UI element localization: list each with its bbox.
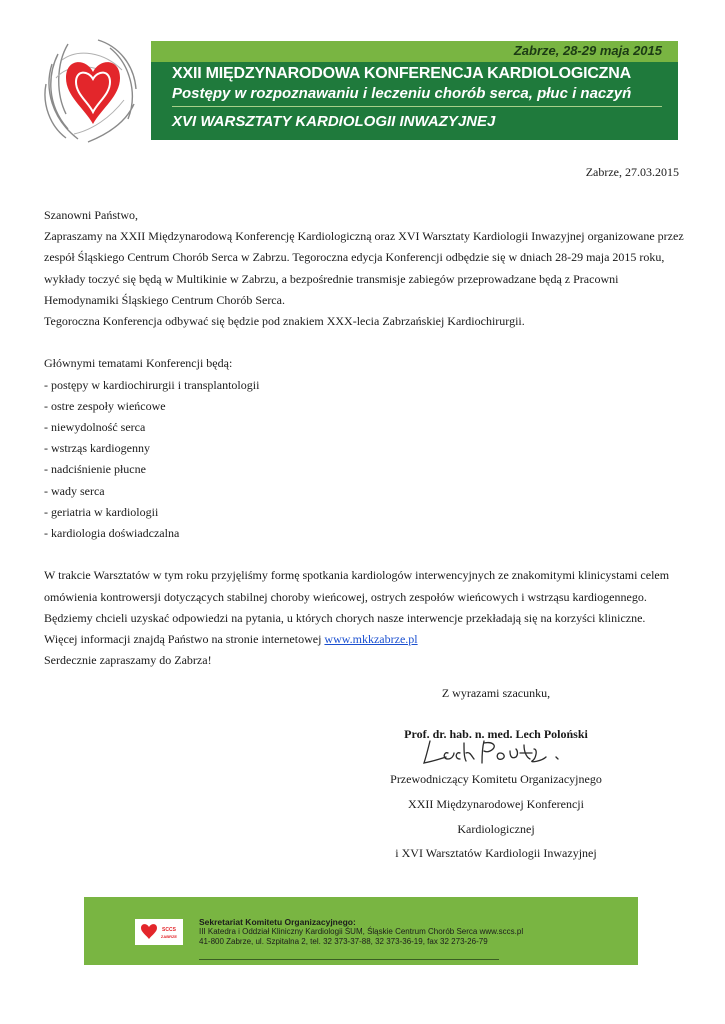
svg-text:ZABRZE: ZABRZE	[160, 934, 178, 939]
website-link[interactable]: www.mkkzabrze.pl	[324, 632, 418, 647]
paragraph-workshops: W trakcie Warsztatów w tym roku przyjęliśmy formę spotkania kardiologów interwencyjnych ze znakomitymi klinicystami celem omówienia kontrowersji dotyczących stabilnej choroby wieńcowej, ostrych zespołów wieńcowych i wstrząsu kardiogennego. Będziemy chcieli uzyskać odpowiedzi na pytania, u których chorych nasze interwencje przekładają się na korzyści kliniczne.	[44, 568, 670, 625]
banner-date: Zabrze, 28-29 maja 2015	[513, 43, 662, 58]
footer-text	[199, 917, 523, 947]
banner-divider	[172, 106, 662, 107]
role-line: XXII Międzynarodowej Konferencji	[408, 797, 584, 811]
footer-banner	[84, 897, 638, 965]
role-line: i XVI Warsztatów Kardiologii Inwazyjnej	[395, 846, 597, 860]
handwritten-signature	[420, 735, 580, 769]
topic-item: - postępy w kardiochirurgii i transplantologii	[44, 377, 260, 392]
banner-main	[151, 62, 678, 140]
conference-title: XXII MIĘDZYNARODOWA KONFERENCJA KARDIOLOGICZNA	[172, 65, 631, 82]
footer-address-line: 41-800 Zabrze, ul. Szpitalna 2, tel. 32 373-37-88, 32 373-36-19, fax 32 273-26-79	[199, 937, 488, 946]
workshop-title: XVI WARSZTATY KARDIOLOGII INWAZYJNEJ	[172, 113, 496, 130]
invitation: Serdecznie zapraszamy do Zabrza!	[44, 653, 212, 668]
letter-date: Zabrze, 27.03.2015	[585, 165, 679, 179]
topic-item: - kardiologia doświadczalna	[44, 526, 180, 541]
header-banner	[151, 41, 678, 140]
topic-item: - nadciśnienie płucne	[44, 462, 146, 477]
topic-item: - wady serca	[44, 483, 105, 498]
conference-heart-logo	[38, 34, 148, 146]
sccs-logo	[135, 919, 183, 945]
salutation: Szanowni Państwo,	[44, 208, 138, 222]
info-line	[44, 629, 684, 650]
topic-item: - ostre zespoły wieńcowe	[44, 398, 166, 413]
paragraph-anniversary: Tegoroczna Konferencja odbywać się będzie pod znakiem XXX-lecia Zabrzańskiej Kardiochirurgii.	[44, 314, 525, 329]
role-line: Kardiologicznej	[457, 822, 535, 836]
regards: Z wyrazami szacunku,	[441, 686, 551, 700]
footer-address-line: III Katedra i Oddział Kliniczny Kardiologii ŚUM, Śląskie Centrum Chorób Serca www.sccs.pl	[199, 927, 524, 936]
footer-divider	[199, 959, 499, 960]
topic-item: - wstrząs kardiogenny	[44, 441, 150, 456]
banner-date-strip	[151, 41, 678, 62]
sccs-logo-text: SCCS	[162, 927, 176, 933]
signer-name: Prof. dr. hab. n. med. Lech Poloński	[404, 727, 588, 741]
letter-body	[44, 205, 684, 671]
role-line: Przewodniczący Komitetu Organizacyjnego	[390, 772, 602, 786]
topics-intro: Głównymi tematami Konferencji będą:	[44, 356, 233, 371]
conference-subtitle: Postępy w rozpoznawaniu i leczeniu chorób serca, płuc i naczyń	[172, 85, 632, 102]
info-text: Więcej informacji znajdą Państwo na stronie internetowej	[44, 632, 325, 647]
topic-item: - geriatria w kardiologii	[44, 504, 159, 519]
paragraph-intro: Zapraszamy na XXII Międzynarodową Konferencję Kardiologiczną oraz XVI Warsztaty Kardiologii Inwazyjnej organizowane przez zespół Śląskiego Centrum Chorób Serca w Zabrzu. Tegoroczna edycja Konferencji odbędzie się w dniach 28-29 maja 2015 roku, wykłady toczyć się będą w Multikinie w Zabrzu, a bezpośrednie transmisje zabiegów przeprowadzane będą z Pracowni Hemodynamiki Śląskiego Centrum Chorób Serca.	[44, 229, 684, 307]
topic-item: - niewydolność serca	[44, 420, 146, 435]
footer-heading: Sekretariat Komitetu Organizacyjnego:	[199, 917, 356, 927]
